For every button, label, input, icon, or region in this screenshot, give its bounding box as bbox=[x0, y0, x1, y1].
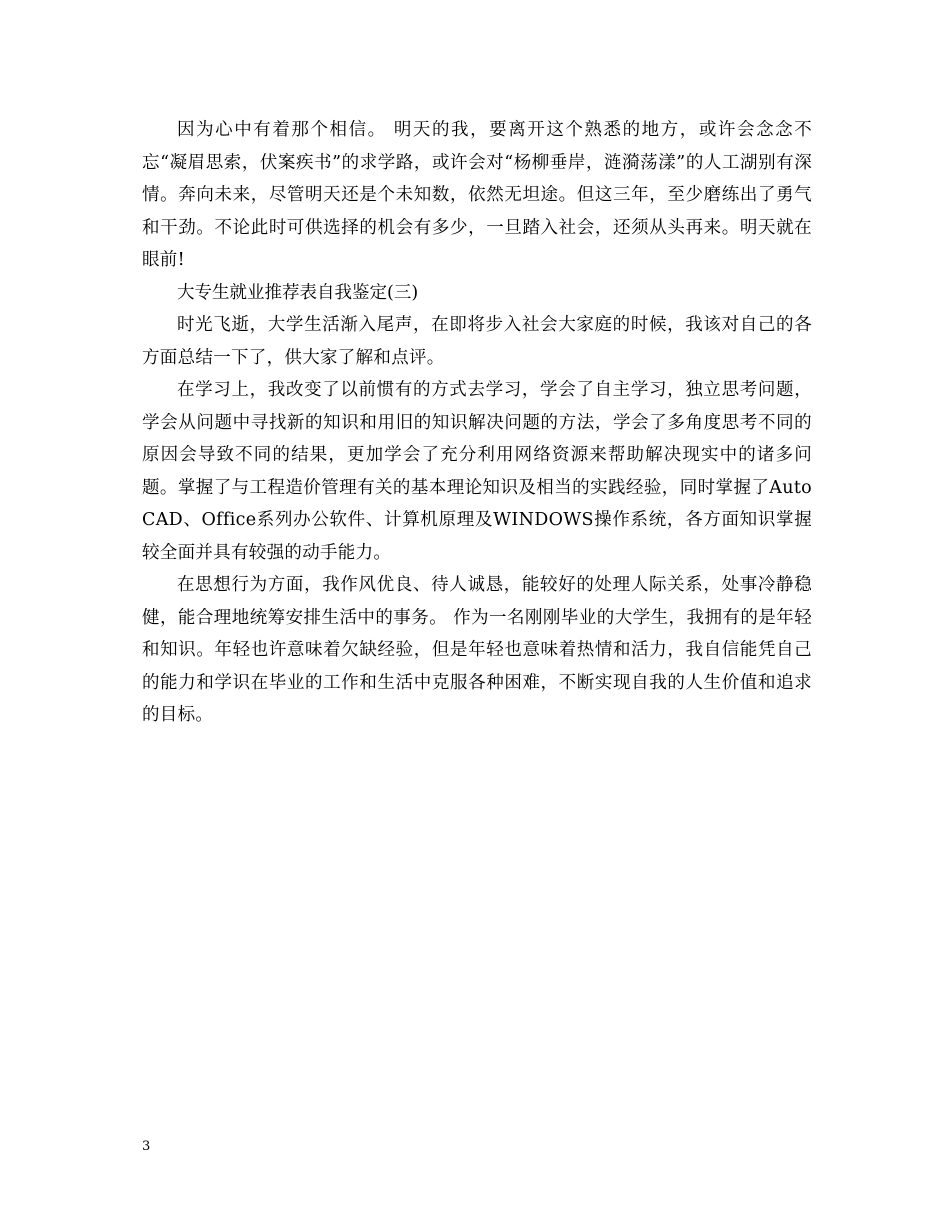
paragraph-intro: 时光飞逝，大学生活渐入尾声，在即将步入社会大家庭的时候，我该对自己的各方面总结一下了，供大家了解和点评。 bbox=[142, 315, 812, 368]
section-heading: 大专生就业推荐表自我鉴定(三) bbox=[177, 282, 419, 303]
document-body bbox=[142, 114, 812, 732]
paragraph-study: 在学习上，我改变了以前惯有的方式去学习，学会了自主学习，独立思考问题，学会从问题中寻找新的知识和用旧的知识解决问题的方法，学会了多角度思考不同的原因会导致不同的结果，更加学会了充分利用网络资源来帮助解决现实中的诸多问题。掌握了与工程造价管理有关的基本理论知识及相当的实践经验，同时掌握了AutoCAD、Office系列办公软件、计算机原理及WINDOWS操作系统，各方面知识掌握较全面并具有较强的动手能力。 bbox=[142, 380, 812, 563]
page-number: 3 bbox=[142, 1139, 151, 1154]
paragraph-closing-reflection: 因为心中有着那个相信。 明天的我，要离开这个熟悉的地方，或许会念念不忘“凝眉思索，伏案疾书”的求学路，或许会对“杨柳垂岸，涟漪荡漾”的人工湖别有深情。奔向未来，尽管明天还是个未知数，依然无坦途。但这三年，至少磨练出了勇气和干劲。不论此时可供选择的机会有多少，一旦踏入社会，还须从头再来。明天就在眼前! bbox=[142, 120, 812, 270]
paragraph-conduct: 在思想行为方面，我作风优良、待人诚恳，能较好的处理人际关系，处事冷静稳健，能合理地统筹安排生活中的事务。 作为一名刚刚毕业的大学生，我拥有的是年轻和知识。年轻也许意味着欠缺经验，但是年轻也意味着热情和活力，我自信能凭自己的能力和学识在毕业的工作和生活中克服各种困难，不断实现自我的人生价值和追求的目标。 bbox=[142, 575, 812, 725]
